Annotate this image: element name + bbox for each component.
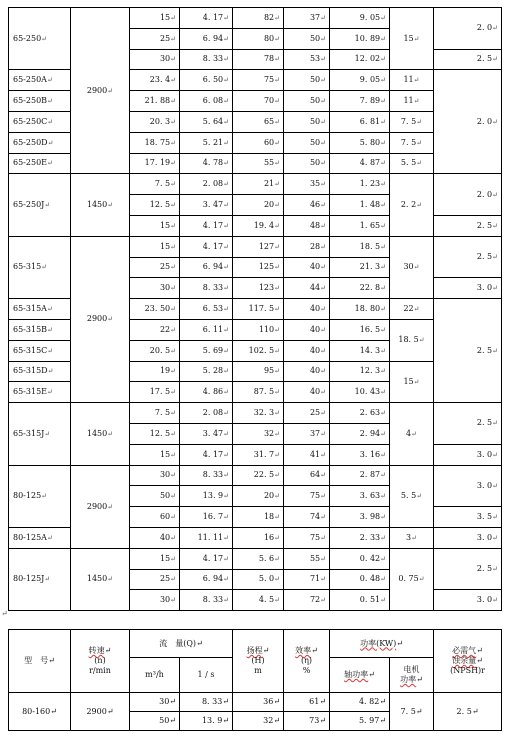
- npsh-cell: 3. 0↵: [434, 444, 502, 465]
- flow-m3h-cell: 23. 4↵: [130, 70, 180, 91]
- flow-ls-cell: 5. 28↵: [180, 361, 233, 382]
- npsh-cell: 2. 5↵: [434, 548, 502, 590]
- model-cell: 65-315C↵: [9, 340, 71, 361]
- flow-ls-cell: 4. 17↵: [180, 236, 233, 257]
- flow-ls-cell: 11. 11↵: [180, 527, 233, 548]
- flow-ls-cell: 4. 17↵: [180, 548, 233, 569]
- flow-m3h-cell: 15↵: [130, 8, 180, 29]
- head-cell: 22. 5↵: [233, 465, 284, 486]
- pump-performance-table-2: [8, 629, 502, 731]
- shaft-power-cell: 22. 8↵: [330, 278, 390, 299]
- motor-power-cell: 22↵: [390, 299, 434, 320]
- head-cell: 32↵: [233, 423, 284, 444]
- shaft-power-cell: 2. 87↵: [330, 465, 390, 486]
- head-cell: 32. 3↵: [233, 403, 284, 424]
- head-cell: 123↵: [233, 278, 284, 299]
- flow-ls-cell: 8. 33↵: [180, 278, 233, 299]
- efficiency-cell: 40↵: [284, 382, 330, 403]
- t2-q1: 30↵: [130, 693, 180, 712]
- model-cell: 65-250↵: [9, 8, 71, 70]
- model-cell: 65-250C↵: [9, 111, 71, 132]
- npsh-cell: 3. 5↵: [434, 507, 502, 528]
- model-cell: 65-315D↵: [9, 361, 71, 382]
- flow-ls-cell: 6. 94↵: [180, 257, 233, 278]
- speed-cell: 2900↵: [71, 236, 130, 402]
- shaft-power-cell: 10. 43↵: [330, 382, 390, 403]
- model-cell: 65-250A↵: [9, 70, 71, 91]
- flow-m3h-cell: 15↵: [130, 548, 180, 569]
- flow-m3h-cell: 15↵: [130, 236, 180, 257]
- header-model: 型 号↵: [9, 630, 71, 693]
- flow-ls-cell: 5. 69↵: [180, 340, 233, 361]
- shaft-power-cell: 16. 5↵: [330, 319, 390, 340]
- shaft-power-cell: 18. 80↵: [330, 299, 390, 320]
- flow-ls-cell: 6. 08↵: [180, 91, 233, 112]
- header-speed: 转速↵ (n) r/min: [71, 630, 130, 693]
- flow-ls-cell: 6. 11↵: [180, 319, 233, 340]
- efficiency-cell: 40↵: [284, 340, 330, 361]
- speed-cell: 2900↵: [71, 465, 130, 548]
- t2-head: 32↵: [233, 712, 284, 731]
- t2-head: 36↵: [233, 693, 284, 712]
- t2-motor: 7. 5↵: [390, 693, 434, 731]
- model-cell: 65-315↵: [9, 236, 71, 298]
- head-cell: 102. 5↵: [233, 340, 284, 361]
- flow-m3h-cell: 17. 5↵: [130, 382, 180, 403]
- table-row: [9, 548, 502, 569]
- efficiency-cell: 46↵: [284, 195, 330, 216]
- shaft-power-cell: 4. 87↵: [330, 153, 390, 174]
- motor-power-cell: 7. 5↵: [390, 132, 434, 153]
- efficiency-cell: 37↵: [284, 423, 330, 444]
- flow-m3h-cell: 19↵: [130, 361, 180, 382]
- header-shaft-power: 轴功率↵: [330, 658, 390, 693]
- shaft-power-cell: 3. 98↵: [330, 507, 390, 528]
- flow-ls-cell: 16. 7↵: [180, 507, 233, 528]
- npsh-cell: 3. 0↵: [434, 527, 502, 548]
- flow-ls-cell: 4. 17↵: [180, 215, 233, 236]
- head-cell: 4. 5↵: [233, 590, 284, 611]
- head-cell: 5. 0↵: [233, 569, 284, 590]
- flow-ls-cell: 13. 9↵: [180, 486, 233, 507]
- head-cell: 31. 7↵: [233, 444, 284, 465]
- flow-m3h-cell: 25↵: [130, 569, 180, 590]
- motor-power-cell: 15↵: [390, 8, 434, 70]
- shaft-power-cell: 9. 05↵: [330, 70, 390, 91]
- pump-performance-table: [8, 7, 502, 611]
- model-cell: 80-125A↵: [9, 527, 71, 548]
- efficiency-cell: 74↵: [284, 507, 330, 528]
- npsh-cell: 2. 0↵: [434, 174, 502, 216]
- npsh-cell: 2. 5↵: [434, 236, 502, 278]
- efficiency-cell: 40↵: [284, 299, 330, 320]
- efficiency-cell: 48↵: [284, 215, 330, 236]
- shaft-power-cell: 12. 3↵: [330, 361, 390, 382]
- head-cell: 127↵: [233, 236, 284, 257]
- shaft-power-cell: 7. 89↵: [330, 91, 390, 112]
- shaft-power-cell: 2. 63↵: [330, 403, 390, 424]
- flow-m3h-cell: 21. 88↵: [130, 91, 180, 112]
- head-cell: 80↵: [233, 28, 284, 49]
- flow-ls-cell: 8. 33↵: [180, 465, 233, 486]
- head-cell: 110↵: [233, 319, 284, 340]
- flow-m3h-cell: 7. 5↵: [130, 403, 180, 424]
- efficiency-cell: 44↵: [284, 278, 330, 299]
- t2-q2: 8. 33↵: [180, 693, 233, 712]
- shaft-power-cell: 14. 3↵: [330, 340, 390, 361]
- t2-power: 5. 97↵: [330, 712, 390, 731]
- flow-ls-cell: 8. 33↵: [180, 49, 233, 70]
- head-cell: 5. 6↵: [233, 548, 284, 569]
- header-flow: 流 量(Q)↵: [130, 630, 233, 658]
- head-cell: 21↵: [233, 174, 284, 195]
- header-npsh: 必需气↵ 蚀余量↵ (NPSH)r: [434, 630, 502, 693]
- table-row: [9, 236, 502, 257]
- head-cell: 60↵: [233, 132, 284, 153]
- flow-ls-cell: 4. 78↵: [180, 153, 233, 174]
- npsh-cell: 3. 0↵: [434, 278, 502, 299]
- flow-ls-cell: 6. 53↵: [180, 299, 233, 320]
- efficiency-cell: 50↵: [284, 70, 330, 91]
- npsh-cell: 2. 0↵: [434, 8, 502, 50]
- model-cell: 65-315J↵: [9, 403, 71, 465]
- head-cell: 20↵: [233, 486, 284, 507]
- flow-m3h-cell: 7. 5↵: [130, 174, 180, 195]
- t2-power: 4. 82↵: [330, 693, 390, 712]
- t2-eff: 73↵: [284, 712, 330, 731]
- shaft-power-cell: 9. 05↵: [330, 8, 390, 29]
- efficiency-cell: 64↵: [284, 465, 330, 486]
- flow-ls-cell: 6. 94↵: [180, 569, 233, 590]
- flow-m3h-cell: 25↵: [130, 28, 180, 49]
- shaft-power-cell: 21. 3↵: [330, 257, 390, 278]
- flow-m3h-cell: 30↵: [130, 278, 180, 299]
- efficiency-cell: 55↵: [284, 548, 330, 569]
- efficiency-cell: 50↵: [284, 28, 330, 49]
- t2-npsh: 2. 5↵: [434, 693, 502, 731]
- table-row: [9, 403, 502, 424]
- motor-power-cell: 11↵: [390, 91, 434, 112]
- efficiency-cell: 50↵: [284, 132, 330, 153]
- motor-power-cell: 30↵: [390, 236, 434, 298]
- flow-m3h-cell: 40↵: [130, 527, 180, 548]
- flow-ls-cell: 5. 64↵: [180, 111, 233, 132]
- shaft-power-cell: 0. 48↵: [330, 569, 390, 590]
- npsh-cell: 2. 5↵: [434, 49, 502, 70]
- shaft-power-cell: 1. 65↵: [330, 215, 390, 236]
- flow-m3h-cell: 22↵: [130, 319, 180, 340]
- head-cell: 20↵: [233, 195, 284, 216]
- header-motor-power: 电机 功率↵: [390, 658, 434, 693]
- shaft-power-cell: 5. 80↵: [330, 132, 390, 153]
- head-cell: 87. 5↵: [233, 382, 284, 403]
- head-cell: 16↵: [233, 527, 284, 548]
- efficiency-cell: 35↵: [284, 174, 330, 195]
- npsh-cell: 3. 0↵: [434, 590, 502, 611]
- efficiency-cell: 72↵: [284, 590, 330, 611]
- flow-ls-cell: 3. 47↵: [180, 195, 233, 216]
- table-row: [9, 8, 502, 29]
- efficiency-cell: 50↵: [284, 153, 330, 174]
- table-row: [9, 174, 502, 195]
- flow-m3h-cell: 20. 5↵: [130, 340, 180, 361]
- head-cell: 78↵: [233, 49, 284, 70]
- shaft-power-cell: 6. 81↵: [330, 111, 390, 132]
- t2-model: 80-160↵: [9, 693, 71, 731]
- header-efficiency: 效率↵ (η) %: [284, 630, 330, 693]
- flow-m3h-cell: 18. 75↵: [130, 132, 180, 153]
- model-cell: 65-315E↵: [9, 382, 71, 403]
- model-cell: 80-125J↵: [9, 548, 71, 610]
- flow-m3h-cell: 50↵: [130, 486, 180, 507]
- model-cell: 65-250D↵: [9, 132, 71, 153]
- efficiency-cell: 75↵: [284, 527, 330, 548]
- flow-ls-cell: 6. 50↵: [180, 70, 233, 91]
- motor-power-cell: 18. 5↵: [390, 319, 434, 361]
- shaft-power-cell: 0. 42↵: [330, 548, 390, 569]
- motor-power-cell: 7. 5↵: [390, 111, 434, 132]
- flow-m3h-cell: 15↵: [130, 444, 180, 465]
- shaft-power-cell: 3. 16↵: [330, 444, 390, 465]
- flow-m3h-cell: 25↵: [130, 257, 180, 278]
- head-cell: 75↵: [233, 70, 284, 91]
- efficiency-cell: 28↵: [284, 236, 330, 257]
- shaft-power-cell: 2. 33↵: [330, 527, 390, 548]
- header-head: 扬程↵ (H) m: [233, 630, 284, 693]
- head-cell: 19. 4↵: [233, 215, 284, 236]
- head-cell: 55↵: [233, 153, 284, 174]
- shaft-power-cell: 3. 63↵: [330, 486, 390, 507]
- head-cell: 82↵: [233, 8, 284, 29]
- flow-ls-cell: 6. 94↵: [180, 28, 233, 49]
- efficiency-cell: 50↵: [284, 111, 330, 132]
- npsh-cell: 2. 5↵: [434, 403, 502, 445]
- npsh-cell: 3. 0↵: [434, 465, 502, 507]
- flow-ls-cell: 4. 17↵: [180, 8, 233, 29]
- shaft-power-cell: 18. 5↵: [330, 236, 390, 257]
- motor-power-cell: 5. 5↵: [390, 465, 434, 527]
- speed-cell: 2900↵: [71, 8, 130, 174]
- model-cell: 80-125↵: [9, 465, 71, 527]
- flow-ls-cell: 8. 33↵: [180, 590, 233, 611]
- model-cell: 65-315B↵: [9, 319, 71, 340]
- model-cell: 65-250B↵: [9, 91, 71, 112]
- head-cell: 65↵: [233, 111, 284, 132]
- flow-m3h-cell: 30↵: [130, 49, 180, 70]
- paragraph-mark: ↵: [1, 609, 8, 618]
- head-cell: 125↵: [233, 257, 284, 278]
- flow-ls-cell: 4. 17↵: [180, 444, 233, 465]
- t2-speed: 2900↵: [71, 693, 130, 731]
- flow-m3h-cell: 30↵: [130, 590, 180, 611]
- flow-m3h-cell: 30↵: [130, 465, 180, 486]
- model-cell: 65-250E↵: [9, 153, 71, 174]
- motor-power-cell: 11↵: [390, 70, 434, 91]
- header-flow-m3h: m³/h: [130, 658, 180, 693]
- efficiency-cell: 50↵: [284, 91, 330, 112]
- shaft-power-cell: 1. 48↵: [330, 195, 390, 216]
- model-cell: 65-250J↵: [9, 174, 71, 236]
- speed-cell: 1450↵: [71, 403, 130, 465]
- motor-power-cell: 4↵: [390, 403, 434, 465]
- table-row: [9, 465, 502, 486]
- t2-q2: 13. 9↵: [180, 712, 233, 731]
- motor-power-cell: 15↵: [390, 361, 434, 403]
- head-cell: 117. 5↵: [233, 299, 284, 320]
- t2-eff: 61↵: [284, 693, 330, 712]
- flow-m3h-cell: 12. 5↵: [130, 195, 180, 216]
- shaft-power-cell: 10. 89↵: [330, 28, 390, 49]
- flow-ls-cell: 4. 86↵: [180, 382, 233, 403]
- shaft-power-cell: 1. 23↵: [330, 174, 390, 195]
- flow-m3h-cell: 15↵: [130, 215, 180, 236]
- efficiency-cell: 71↵: [284, 569, 330, 590]
- efficiency-cell: 41↵: [284, 444, 330, 465]
- efficiency-cell: 25↵: [284, 403, 330, 424]
- motor-power-cell: 5. 5↵: [390, 153, 434, 174]
- flow-ls-cell: 5. 21↵: [180, 132, 233, 153]
- efficiency-cell: 53↵: [284, 49, 330, 70]
- efficiency-cell: 40↵: [284, 257, 330, 278]
- efficiency-cell: 40↵: [284, 361, 330, 382]
- header-flow-ls: 1 / s: [180, 658, 233, 693]
- motor-power-cell: 0. 75↵: [390, 548, 434, 610]
- flow-ls-cell: 3. 47↵: [180, 423, 233, 444]
- speed-cell: 1450↵: [71, 548, 130, 610]
- npsh-cell: 2. 5↵: [434, 299, 502, 403]
- shaft-power-cell: 2. 94↵: [330, 423, 390, 444]
- flow-ls-cell: 2. 08↵: [180, 403, 233, 424]
- motor-power-cell: 2. 2↵: [390, 174, 434, 236]
- header-power: 功率(KW)↵: [330, 630, 434, 658]
- t2-q1: 50↵: [130, 712, 180, 731]
- flow-ls-cell: 2. 08↵: [180, 174, 233, 195]
- npsh-cell: 2. 0↵: [434, 70, 502, 174]
- flow-m3h-cell: 12. 5↵: [130, 423, 180, 444]
- head-cell: 95↵: [233, 361, 284, 382]
- flow-m3h-cell: 60↵: [130, 507, 180, 528]
- flow-m3h-cell: 23. 50↵: [130, 299, 180, 320]
- efficiency-cell: 37↵: [284, 8, 330, 29]
- efficiency-cell: 40↵: [284, 319, 330, 340]
- shaft-power-cell: 0. 51↵: [330, 590, 390, 611]
- flow-m3h-cell: 20. 3↵: [130, 111, 180, 132]
- motor-power-cell: 3↵: [390, 527, 434, 548]
- flow-m3h-cell: 17. 19↵: [130, 153, 180, 174]
- head-cell: 70↵: [233, 91, 284, 112]
- model-cell: 65-315A↵: [9, 299, 71, 320]
- speed-cell: 1450↵: [71, 174, 130, 236]
- shaft-power-cell: 12. 02↵: [330, 49, 390, 70]
- npsh-cell: 2. 5↵: [434, 215, 502, 236]
- head-cell: 18↵: [233, 507, 284, 528]
- efficiency-cell: 75↵: [284, 486, 330, 507]
